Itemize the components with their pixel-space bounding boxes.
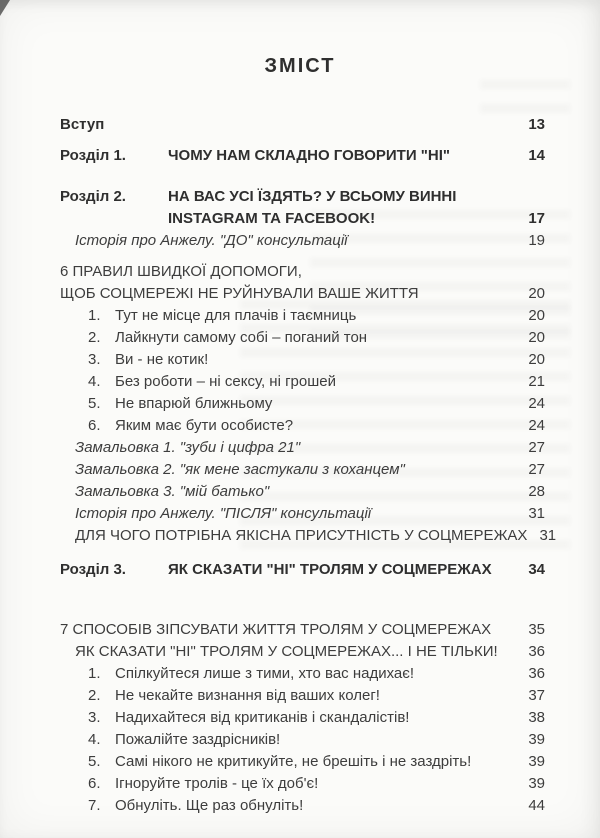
entry-text: Лайкнути самому собі – поганий тон [115,329,368,346]
entry-page-number: 39 [528,731,545,748]
item-number: 4. [88,731,101,748]
toc-entry-item [0,773,600,795]
item-number: 1. [88,307,101,324]
toc-entry-story [0,459,600,481]
entry-page-number: 37 [528,687,545,704]
entry-page-number: 27 [528,461,545,478]
item-number: 6. [88,417,101,434]
toc-entry-story [0,437,600,459]
entry-text: Замальовка 2. "як мене застукали з коханцем" [75,461,405,478]
entry-page-number: 20 [528,285,545,302]
entry-page-number: 39 [528,775,545,792]
entry-text: Замальовка 3. "мій батько" [75,483,270,500]
toc-entry-item [0,327,600,349]
item-number: 4. [88,373,101,390]
toc-entry-section [0,641,600,663]
entry-text: Не чекайте визнання від ваших колег! [115,687,380,704]
entry-text: Історія про Анжелу. "ДО" консультації [75,232,348,249]
toc-entry-item [0,795,600,817]
entry-page-number: 21 [528,373,545,390]
item-number: 3. [88,351,101,368]
entry-page-number: 35 [528,621,545,638]
entry-text: Спілкуйтеся лише з тими, хто вас надихає! [115,665,415,682]
entry-page-number: 31 [528,505,545,522]
item-number: 3. [88,709,101,726]
item-number: 2. [88,329,101,346]
entry-page-number: 44 [528,797,545,814]
entry-page-number: 39 [528,753,545,770]
toc-entry-item [0,349,600,371]
toc-entry-story [0,481,600,503]
toc-entry-item [0,751,600,773]
entry-text: ЯК СКАЗАТИ "НІ" ТРОЛЯМ У СОЦМЕРЕЖАХ... І НЕ ТІЛЬКИ! [75,643,498,660]
entry-text: Замальовка 1. "зуби і цифра 21" [75,439,301,456]
entry-page-number: 19 [528,232,545,249]
item-number: 5. [88,395,101,412]
entry-page-number: 20 [528,351,545,368]
entry-page-number: 36 [528,665,545,682]
toc-entry-item [0,663,600,685]
entry-text: Не впарюй ближньому [115,395,273,412]
entry-text: Без роботи – ні сексу, ні грошей [115,373,337,390]
entry-page-number: 38 [528,709,545,726]
entry-text: Ви - не котик! [115,351,209,368]
entry-text: Пожалійте заздрісників! [115,731,281,748]
item-number: 1. [88,665,101,682]
entry-text: Самі нікого не критикуйте, не брешіть і не заздріть! [115,753,472,770]
entry-text: Ігноруйте тролів - це їх доб'є! [115,775,319,792]
entry-page-number: 17 [528,210,545,227]
table-of-contents [0,114,600,817]
section-title-line: ЩОБ СОЦМЕРЕЖІ НЕ РУЙНУВАЛИ ВАШЕ ЖИТТЯ [60,285,419,302]
toc-entry-chapter [0,186,600,230]
toc-entry-item [0,685,600,707]
entry-page-number: 13 [528,116,545,133]
entry-page-number: 31 [539,527,557,544]
entry-page-number: 20 [528,329,545,346]
chapter-label: Розділ 2. [60,188,126,205]
page-title: ЗМІСТ [264,55,336,77]
section-title-line: 6 ПРАВИЛ ШВИДКОЇ ДОПОМОГИ, [60,263,302,280]
item-number: 2. [88,687,101,704]
toc-entry-chapter [0,559,600,581]
chapter-title [168,186,456,230]
entry-text: Вступ [60,116,105,133]
toc-entry-section [0,261,600,305]
toc-entry-item [0,305,600,327]
entry-page-number: 14 [528,147,545,164]
entry-page-number: 34 [528,561,545,578]
toc-entry-story [0,503,600,525]
entry-page-number: 20 [528,307,545,324]
chapter-title-line: INSTAGRAM ТА FACEBOOK! [168,210,376,227]
entry-page-number: 28 [528,483,545,500]
entry-text: 7 СПОСОБІВ ЗІПСУВАТИ ЖИТТЯ ТРОЛЯМ У СОЦМЕРЕЖАХ [60,621,492,638]
chapter-title-line: ЧОМУ НАМ СКЛАДНО ГОВОРИТИ "НІ" [168,147,451,164]
item-number: 7. [88,797,101,814]
toc-entry-intro [0,114,600,136]
entry-page-number: 24 [528,395,545,412]
item-number: 5. [88,753,101,770]
entry-text: Тут не місце для плачів і таємниць [115,307,357,324]
toc-entry-story [0,230,600,252]
chapter-title [168,559,492,581]
entry-text: Яким має бути особисте? [115,417,294,434]
entry-text: Історія про Анжелу. "ПІСЛЯ" консультації [75,505,372,522]
chapter-label: Розділ 1. [60,147,126,164]
section-title [60,261,419,305]
item-number: 6. [88,775,101,792]
chapter-title-line: НА ВАС УСІ ЇЗДЯТЬ? У ВСЬОМУ ВИННІ [168,188,457,205]
toc-entry-item [0,415,600,437]
chapter-title [168,145,450,167]
chapter-label: Розділ 3. [60,561,126,578]
entry-text: Надихайтеся від критиканів і скандалістів! [115,709,410,726]
toc-entry-section [0,619,600,641]
toc-entry-item [0,729,600,751]
toc-entry-section [0,525,600,547]
entry-page-number: 27 [528,439,545,456]
entry-page-number: 36 [528,643,545,660]
entry-page-number: 24 [528,417,545,434]
toc-entry-item [0,371,600,393]
toc-entry-chapter [0,145,600,167]
chapter-title-line: ЯК СКАЗАТИ "НІ" ТРОЛЯМ У СОЦМЕРЕЖАХ [168,561,492,578]
entry-text: ДЛЯ ЧОГО ПОТРІБНА ЯКІСНА ПРИСУТНІСТЬ У СОЦМЕРЕЖАХ [75,527,528,544]
toc-entry-item [0,393,600,415]
entry-text: Обнуліть. Ще раз обнуліть! [115,797,304,814]
toc-entry-item [0,707,600,729]
